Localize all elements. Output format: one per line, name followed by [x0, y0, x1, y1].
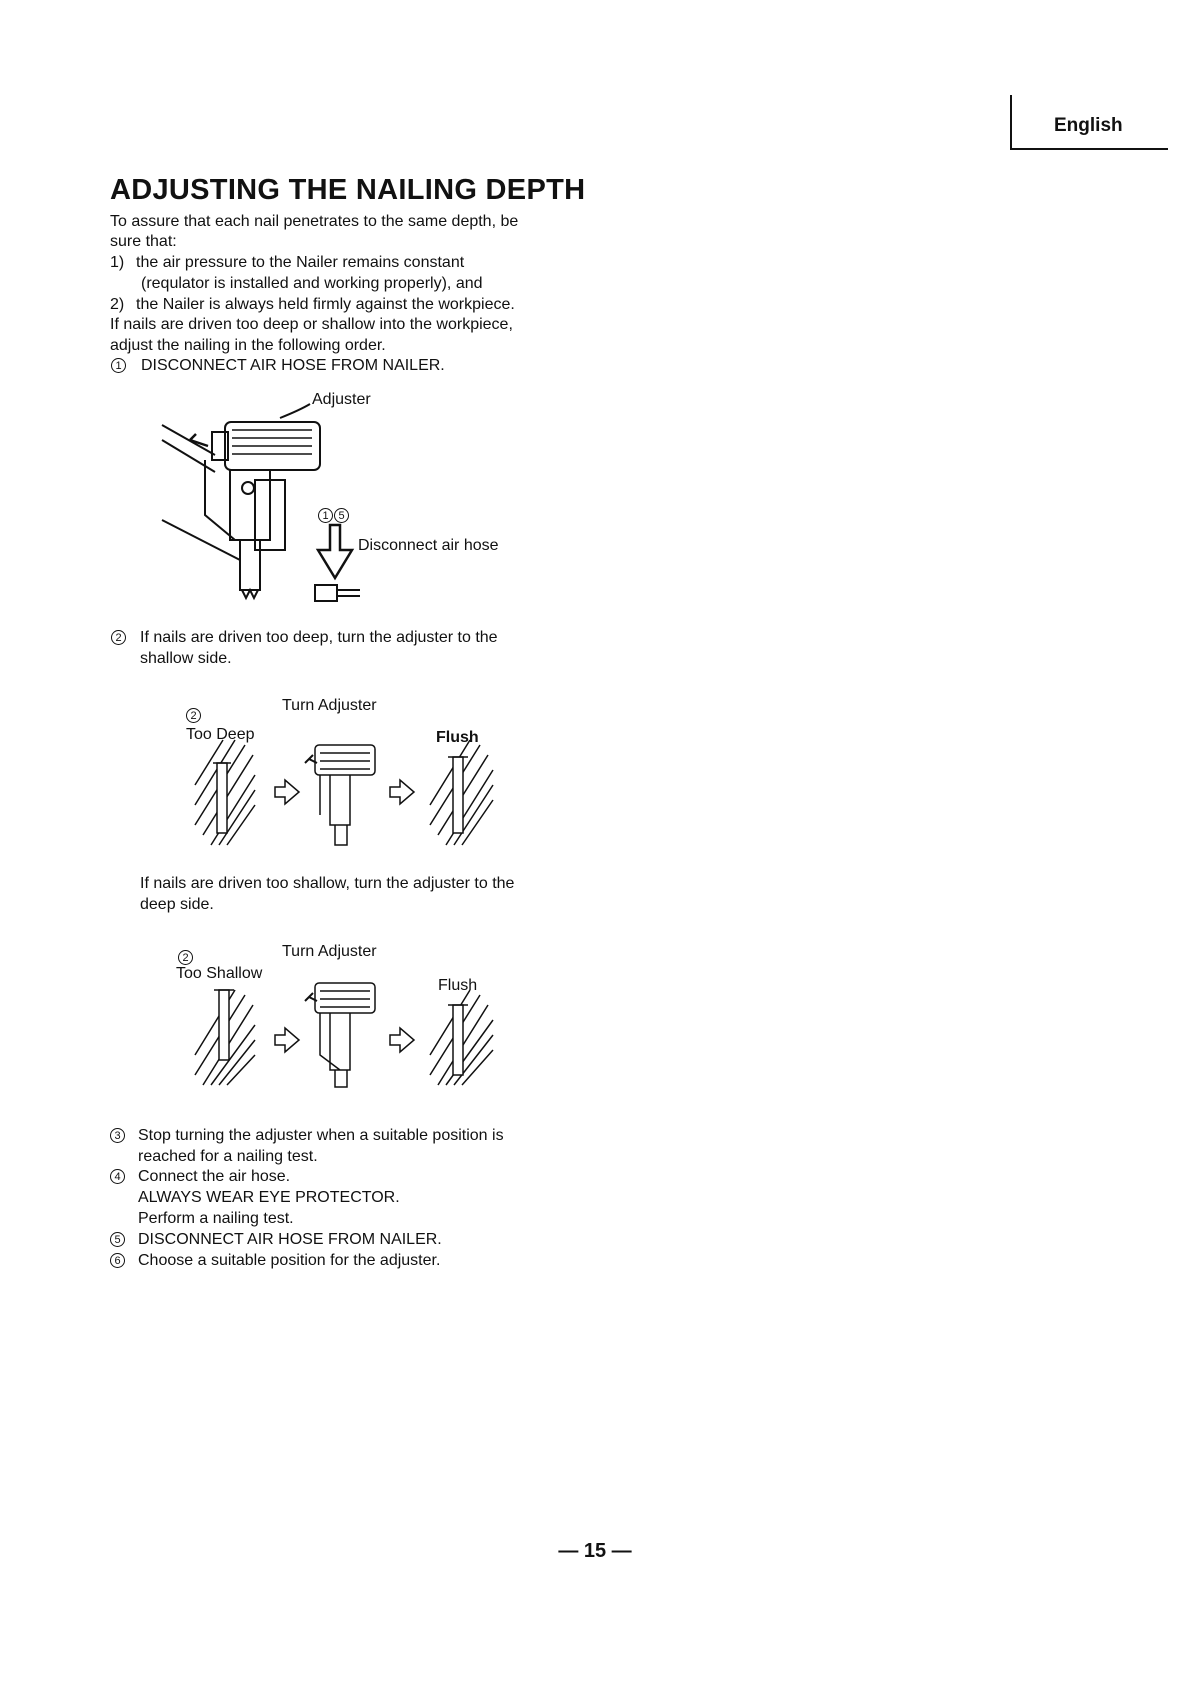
step-2-text-cont: shallow side. [140, 650, 232, 667]
step-marker: 1 [111, 358, 126, 373]
step-marker: 2 [111, 630, 126, 645]
tab-underline [1010, 148, 1168, 150]
step-marker: 5 [334, 508, 349, 523]
flush-caption: Flush [438, 977, 478, 994]
page-number: — 15 — [558, 1540, 632, 1562]
item-number: 2) [110, 296, 125, 313]
turn-adjuster-caption: Turn Adjuster [282, 697, 377, 714]
too-deep-caption: Too Deep [186, 726, 255, 743]
step-4-warning: ALWAYS WEAR EYE PROTECTOR. [138, 1189, 400, 1206]
too-shallow-diagram [195, 975, 495, 1090]
step-marker: 3 [110, 1128, 125, 1143]
step-1-text: DISCONNECT AIR HOSE FROM NAILER. [141, 357, 445, 374]
nailer-diagram [160, 400, 380, 610]
step-4-text-cont: Perform a nailing test. [138, 1210, 294, 1227]
too-shallow-caption: Too Shallow [176, 965, 263, 982]
turn-adjuster-caption: Turn Adjuster [282, 943, 377, 960]
language-tab [1010, 95, 1168, 150]
intro-item-1-cont: (requlator is installed and working properly), and [141, 275, 483, 292]
step-2-text: If nails are driven too deep, turn the adjuster to the [140, 629, 498, 646]
step-5-text: DISCONNECT AIR HOSE FROM NAILER. [138, 1231, 442, 1248]
step-marker: 2 [178, 950, 193, 965]
page-title: ADJUSTING THE NAILING DEPTH [110, 174, 586, 206]
shallow-text-cont: deep side. [140, 896, 214, 913]
language-label: English [1054, 115, 1123, 136]
step-marker: 4 [110, 1169, 125, 1184]
shallow-text: If nails are driven too shallow, turn the adjuster to the [140, 875, 515, 892]
intro-item-1 [110, 253, 464, 273]
adjuster-caption: Adjuster [312, 391, 371, 408]
intro-item-2 [110, 295, 515, 315]
step-marker: 2 [186, 708, 201, 723]
step-6-text: Choose a suitable position for the adjuster. [138, 1252, 441, 1269]
step-marker: 6 [110, 1253, 125, 1268]
tab-divider [1010, 95, 1012, 150]
disconnect-caption: Disconnect air hose [358, 537, 499, 554]
intro-paragraph: adjust the nailing in the following order. [110, 337, 386, 354]
too-deep-diagram [195, 735, 495, 850]
item-number: 1) [110, 254, 125, 271]
item-text: the air pressure to the Nailer remains constant [136, 254, 465, 271]
flush-caption: Flush [436, 729, 479, 746]
intro-line: To assure that each nail penetrates to the same depth, be [110, 213, 519, 230]
intro-paragraph: If nails are driven too deep or shallow into the workpiece, [110, 316, 513, 333]
step-3-text-cont: reached for a nailing test. [138, 1148, 318, 1165]
step-marker: 5 [110, 1232, 125, 1247]
item-text: the Nailer is always held firmly against the workpiece. [136, 296, 515, 313]
step-marker: 1 [318, 508, 333, 523]
step-4-text: Connect the air hose. [138, 1168, 291, 1185]
intro-line: sure that: [110, 233, 177, 250]
step-3-text: Stop turning the adjuster when a suitable position is [138, 1127, 504, 1144]
